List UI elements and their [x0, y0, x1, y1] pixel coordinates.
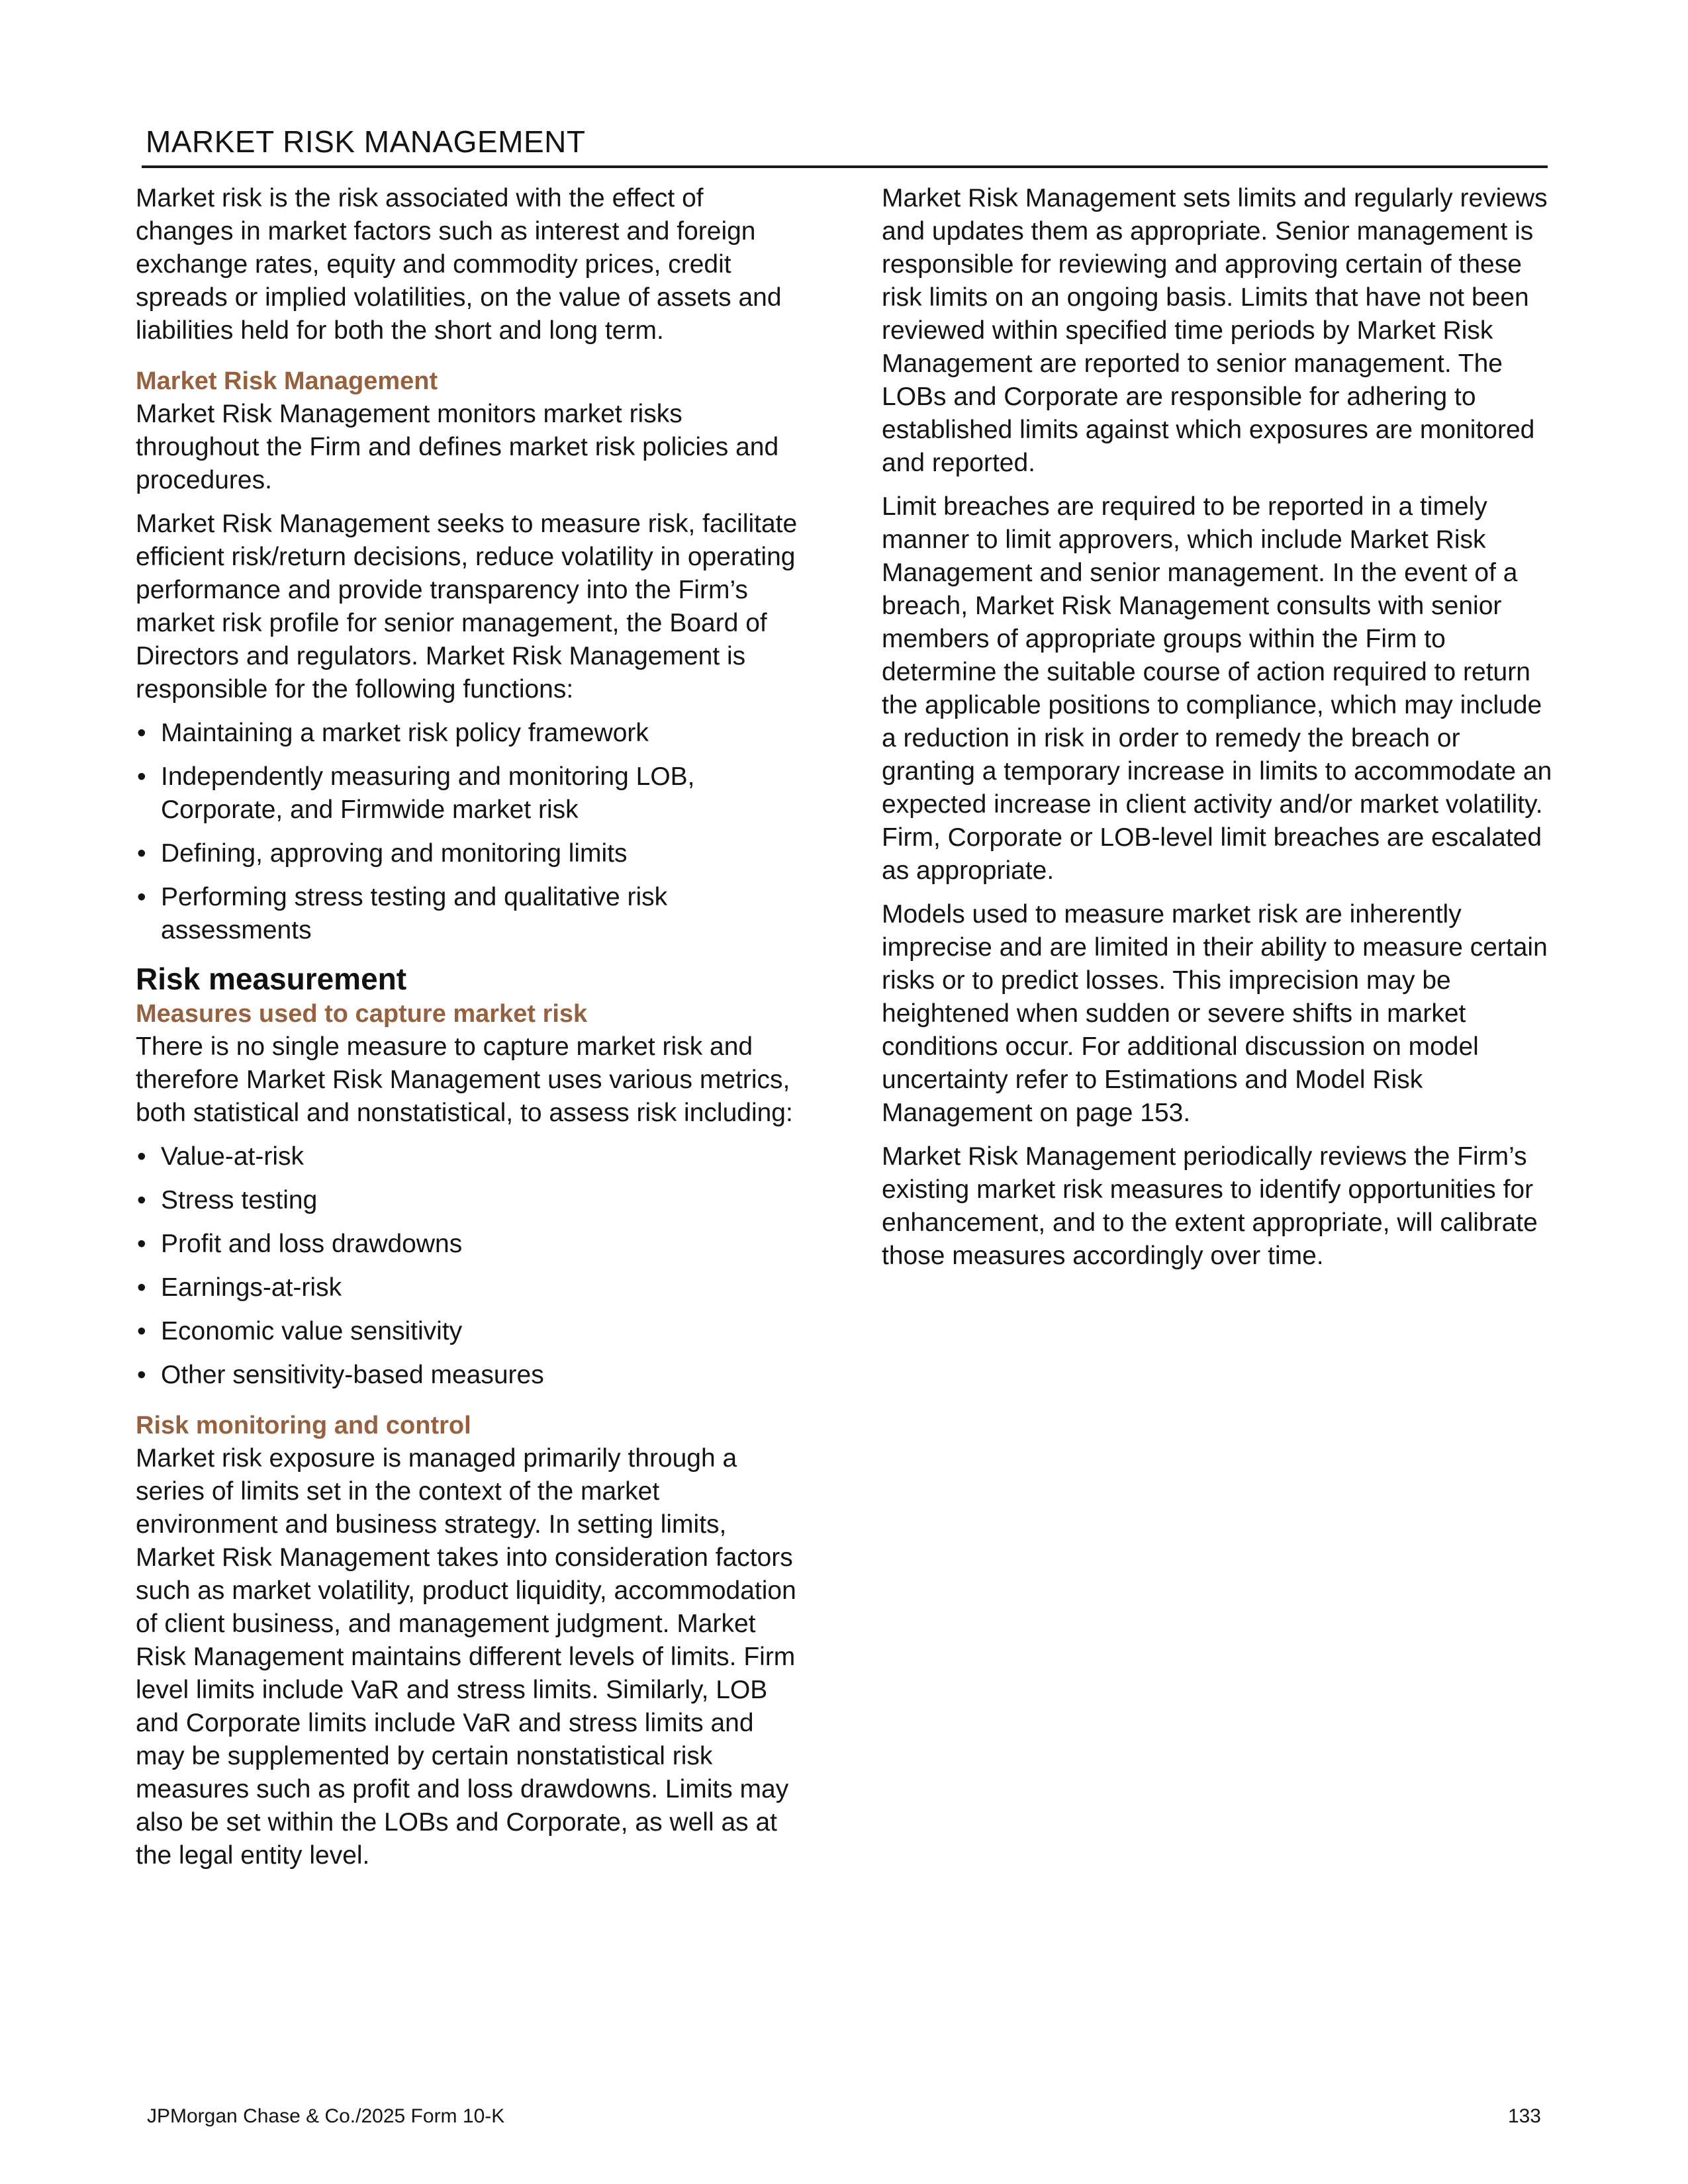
list-item-text: Defining, approving and monitoring limits	[161, 839, 628, 868]
market-risk-management-heading: Market Risk Management	[136, 367, 438, 395]
list-item-text: Earnings-at-risk	[161, 1273, 342, 1302]
list-item-text: Independently measuring and monitoring LOB, Corporate, and Firmwide market risk	[161, 762, 695, 824]
measures-heading: Measures used to capture market risk	[136, 1000, 588, 1028]
list-item-text: Other sensitivity-based measures	[161, 1361, 544, 1389]
right-column	[882, 182, 1554, 1283]
intro-paragraph: Market risk is the risk associated with the effect of changes in market factors such as interest and foreign exchange rates, equity and commodity prices, credit spreads or implied volatilities, on the value of assets and liabilities held for both the short and long term.	[136, 184, 782, 345]
breaches-paragraph: Limit breaches are required to be reported in a timely manner to limit approvers, which include Market Risk Management and senior management. In the event of a breach, Market Risk Management consults with senior members of appropriate groups within the Firm to determine the suitable course of action required to return the applicable positions to compliance, which may include a reduction in risk in order to remedy the breach or granting a temporary increase in limits to accommodate an expected increase in client activity and/or market volatility. Firm, Corporate or LOB-level limit breaches are escalated as appropriate.	[882, 492, 1552, 885]
limits-paragraph: Market Risk Management sets limits and regularly reviews and updates them as appropriate. Senior management is responsible for reviewing and approving certain of these risk limits on an ongoing basis. Limits that have not been reviewed within specified time periods by Market Risk Management are reported to senior management. The LOBs and Corporate are responsible for adhering to established limits against which exposures are monitored and reported.	[882, 184, 1548, 477]
footer-source: JPMorgan Chase & Co./2025 Form 10-K	[147, 2105, 505, 2127]
bullet-icon: •	[137, 1142, 146, 1171]
review-paragraph: Market Risk Management periodically reviews the Firm’s existing market risk measures to identify opportunities for enhancement, and to the extent appropriate, will calibrate those measures accordingly over time.	[882, 1142, 1538, 1270]
bullet-icon: •	[137, 1186, 146, 1214]
list-item	[136, 760, 808, 827]
bullet-icon: •	[137, 883, 146, 911]
measures-paragraph: There is no single measure to capture market risk and therefore Market Risk Management uses various metrics, both statistical and nonstatistical, to assess risk including:	[136, 1032, 793, 1127]
page-title: MARKET RISK MANAGEMENT	[146, 124, 586, 159]
risk-monitoring-heading: Risk monitoring and control	[136, 1412, 471, 1439]
list-item-text: Economic value sensitivity	[161, 1317, 463, 1345]
list-item	[136, 881, 808, 947]
list-item	[136, 1271, 808, 1304]
list-item-text: Maintaining a market risk policy framework	[161, 719, 649, 747]
list-item-text: Profit and loss drawdowns	[161, 1230, 463, 1258]
models-paragraph: Models used to measure market risk are inherently imprecise and are limited in their ability to measure certain risks or to predict losses. This imprecision may be heightened when sudden or severe shifts in market conditions occur. For additional discussion on model uncertainty refer to Estimations and Model Risk Management on page 153.	[882, 900, 1548, 1127]
list-item	[136, 837, 808, 870]
list-item-text: Performing stress testing and qualitative risk assessments	[161, 883, 668, 944]
risk-measurement-heading: Risk measurement	[136, 962, 407, 996]
mrm-paragraph-2: Market Risk Management seeks to measure risk, facilitate efficient risk/return decisions, reduce volatility in operating performance and provide transparency into the Firm’s market risk profile for senior management, the Board of Directors and regulators. Market Risk Management is responsible for the following functions:	[136, 510, 798, 704]
monitoring-paragraph: Market risk exposure is managed primarily through a series of limits set in the context of the market environment and business strategy. In setting limits, Market Risk Management takes into consideration factors such as market volatility, product liquidity, accommodation of client business, and management judgment. Market Risk Management maintains different levels of limits. Firm level limits include VaR and stress limits. Similarly, LOB and Corporate limits include VaR and stress limits and may be supplemented by certain nonstatistical risk measures such as profit and loss drawdowns. Limits may also be set within the LOBs and Corporate, as well as at the legal entity level.	[136, 1444, 796, 1870]
bullet-icon: •	[137, 839, 146, 868]
list-item	[136, 1315, 808, 1348]
bullet-icon: •	[137, 1317, 146, 1345]
functions-list	[136, 717, 808, 947]
list-item	[136, 1184, 808, 1217]
list-item-text: Stress testing	[161, 1186, 318, 1214]
page-number: 133	[1507, 2105, 1541, 2127]
list-item	[136, 1140, 808, 1173]
list-item-text: Value-at-risk	[161, 1142, 305, 1171]
page-header	[142, 122, 1548, 168]
bullet-icon: •	[137, 719, 146, 747]
mrm-paragraph-1: Market Risk Management monitors market risks throughout the Firm and defines market risk policies and procedures.	[136, 400, 779, 494]
bullet-icon: •	[137, 1230, 146, 1258]
list-item	[136, 1359, 808, 1392]
left-column	[136, 182, 808, 1883]
bullet-icon: •	[137, 1361, 146, 1389]
list-item	[136, 1228, 808, 1261]
bullet-icon: •	[137, 1273, 146, 1302]
list-item	[136, 717, 808, 750]
bullet-icon: •	[137, 762, 146, 791]
measures-list	[136, 1140, 808, 1392]
